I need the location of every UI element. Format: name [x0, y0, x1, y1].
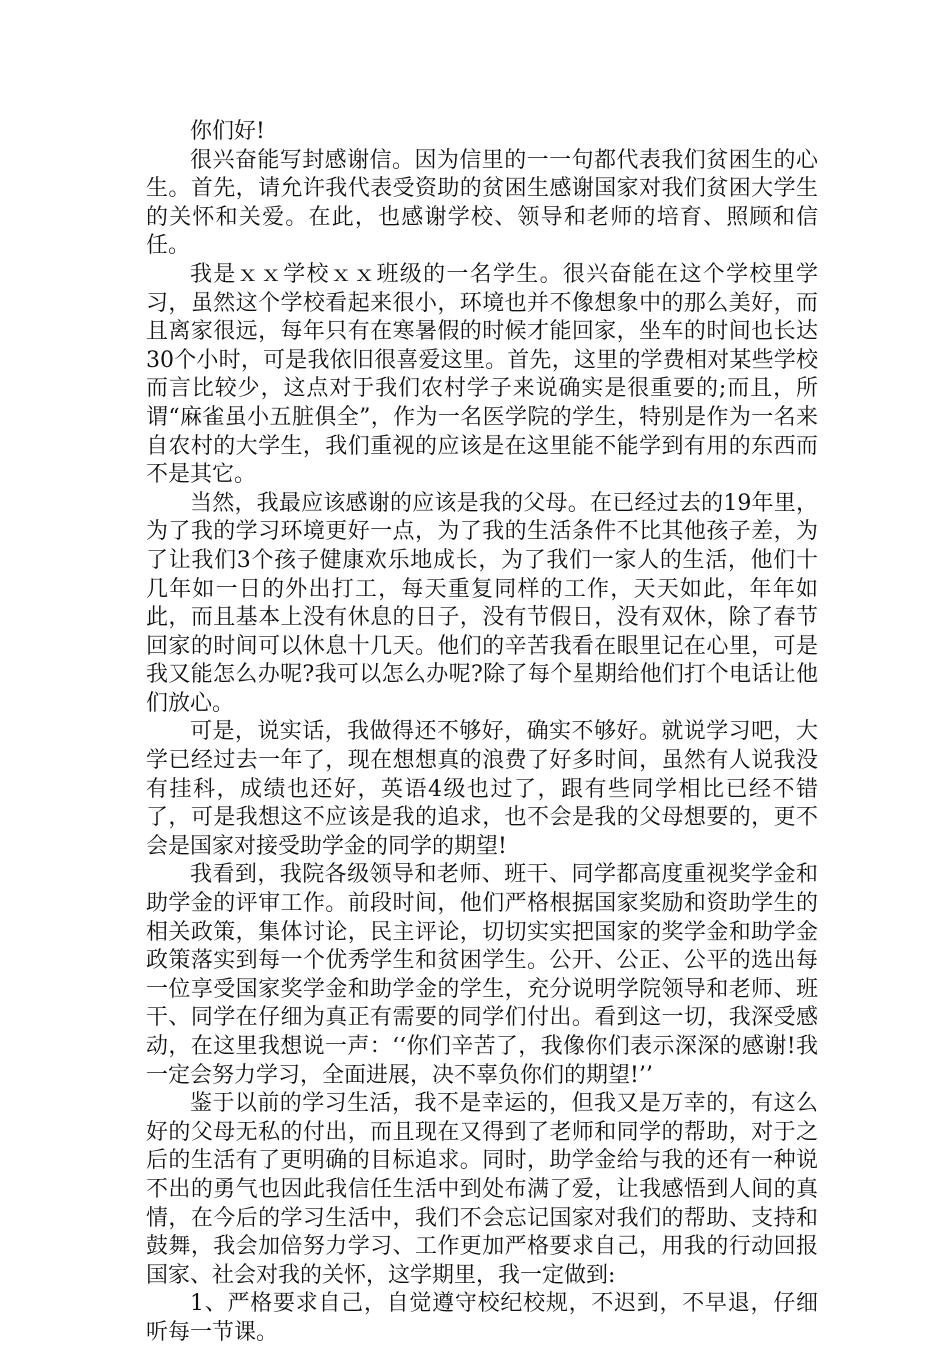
greeting-line: 你们好! [190, 119, 265, 144]
paragraph: 我看到，我院各级领导和老师、班干、同学都高度重视奖学金和助学金的评审工作。前段时间，他们严格根据国家奖励和资助学生的相关政策，集体讨论，民主评论，切切实实把国家的奖学金和助学金政策落实到每一个优秀学生和贫困学生。公开、公正、公平的选出每一位享受国家奖学金和助学金的学生，充分说明学院领导和老师、班干、同学在仔细为真正有需要的同学们付出。看到这一切，我深受感动，在这里我想说一声：‘‘你们辛苦了，我像你们表示深深的感谢!我一定会努力学习，全面进展，决不辜负你们的期望!’’ [146, 862, 818, 1088]
letter-body [146, 118, 818, 1348]
paragraph: 可是，说实话，我做得还不够好，确实不够好。就说学习吧，大学已经过去一年了，现在想想真的浪费了好多时间，虽然有人说我没有挂科，成绩也还好，英语4级也过了，跟有些同学相比已经不错了，可是我想这不应该是我的追求，也不会是我的父母想要的，更不会是国家对接受助学金的同学的期望! [146, 719, 818, 859]
paragraph: 我是ｘｘ学校ｘｘ班级的一名学生。很兴奋能在这个学校里学习，虽然这个学校看起来很小，环境也并不像想象中的那么美好，而且离家很远，每年只有在寒暑假的时候才能回家，坐车的时间也长达30个小时，可是我依旧很喜爱这里。首先，这里的学费相对某些学校而言比较少，这点对于我们农村学子来说确实是很重要的;而且，所谓“麻雀虽小五脏俱全”，作为一名医学院的学生，特别是作为一名来自农村的大学生，我们重视的应该是在这里能不能学到有用的东西而不是其它。 [146, 261, 818, 488]
paragraph: 鉴于以前的学习生活，我不是幸运的，但我又是万幸的，有这么好的父母无私的付出，而且现在又得到了老师和同学的帮助，对于之后的生活有了更明确的目标追求。同时，助学金给与我的还有一种说不出的勇气也因此我信任生活中到处布满了爱，让我感悟到人间的真情，在今后的学习生活中，我们不会忘记国家对我们的帮助、支持和鼓舞，我会加倍努力学习、工作更加严格要求自己，用我的行动回报国家、社会对我的关怀，这学期里，我一定做到: [146, 1091, 818, 1288]
paragraph: 当然，我最应该感谢的应该是我的父母。在已经过去的19年里，为了我的学习环境更好一点，为了我的生活条件不比其他孩子差，为了让我们3个孩子健康欢乐地成长，为了我们一家人的生活，他们十几年如一日的外出打工，每天重复同样的工作，天天如此，年年如此，而且基本上没有休息的日子，没有节假日，没有双休，除了春节回家的时间可以休息十几天。他们的辛苦我看在眼里记在心里，可是我又能怎么办呢?我可以怎么办呢?除了每个星期给他们打个电话让他们放心。 [146, 490, 818, 716]
paragraph: 很兴奋能写封感谢信。因为信里的一一句都代表我们贫困生的心生。首先，请允许我代表受资助的贫困生感谢国家对我们贫困大学生的关怀和关爱。在此，也感谢学校、领导和老师的培育、照顾和信任。 [146, 147, 818, 259]
list-item: 1、严格要求自己，自觉遵守校纪校规，不迟到，不早退，仔细听每一节课。 [146, 1291, 818, 1345]
